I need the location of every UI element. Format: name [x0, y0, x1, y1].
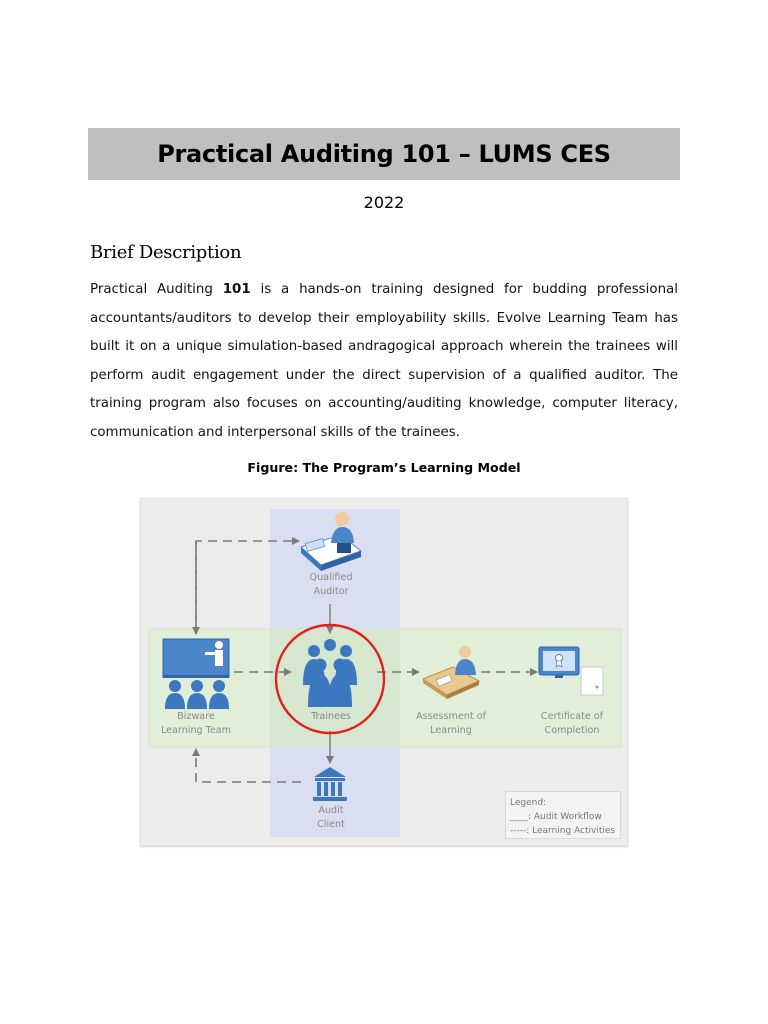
description-paragraph: [90, 276, 678, 448]
legend-title: Legend:: [510, 798, 547, 808]
document-title: Practical Auditing 101 – LUMS CES: [157, 140, 611, 168]
learning-team-icon: [163, 639, 229, 709]
title-banner: [88, 128, 680, 180]
paragraph-bold-number: 101: [222, 282, 251, 297]
label-audit-client: Audit Client: [317, 805, 345, 830]
diagram-legend: [505, 791, 621, 839]
label-trainees: Trainees: [311, 711, 351, 722]
label-qualified-auditor: Qualified Auditor: [309, 572, 353, 597]
paragraph-text-rest: is a hands-on training designed for budding professional accountants/auditors to develop their employability skills. Evolve Learning Team has built it on a unique simulation-based andragogical approach wherein the trainees will perform audit engagement under the direct supervision of a qualified auditor. The training program also focuses on accounting/auditing knowledge, computer literacy, communication and interpersonal skills of the trainees.: [90, 282, 678, 440]
document-year: 2022: [363, 193, 405, 212]
section-heading: Brief Description: [90, 242, 242, 263]
label-learning-team: Bizware Learning Team: [160, 711, 232, 736]
legend-audit-workflow: ____: Audit Workflow: [510, 812, 602, 822]
figure-caption: Figure: The Program’s Learning Model: [247, 460, 521, 475]
label-certificate: Certificate of Completion: [540, 711, 604, 736]
paragraph-text-start: Practical Auditing: [90, 282, 223, 297]
legend-learning-activities: -----: Learning Activities: [510, 826, 616, 836]
learning-model-figure: [140, 498, 628, 846]
label-assessment: Assessment of Learning: [416, 711, 486, 736]
